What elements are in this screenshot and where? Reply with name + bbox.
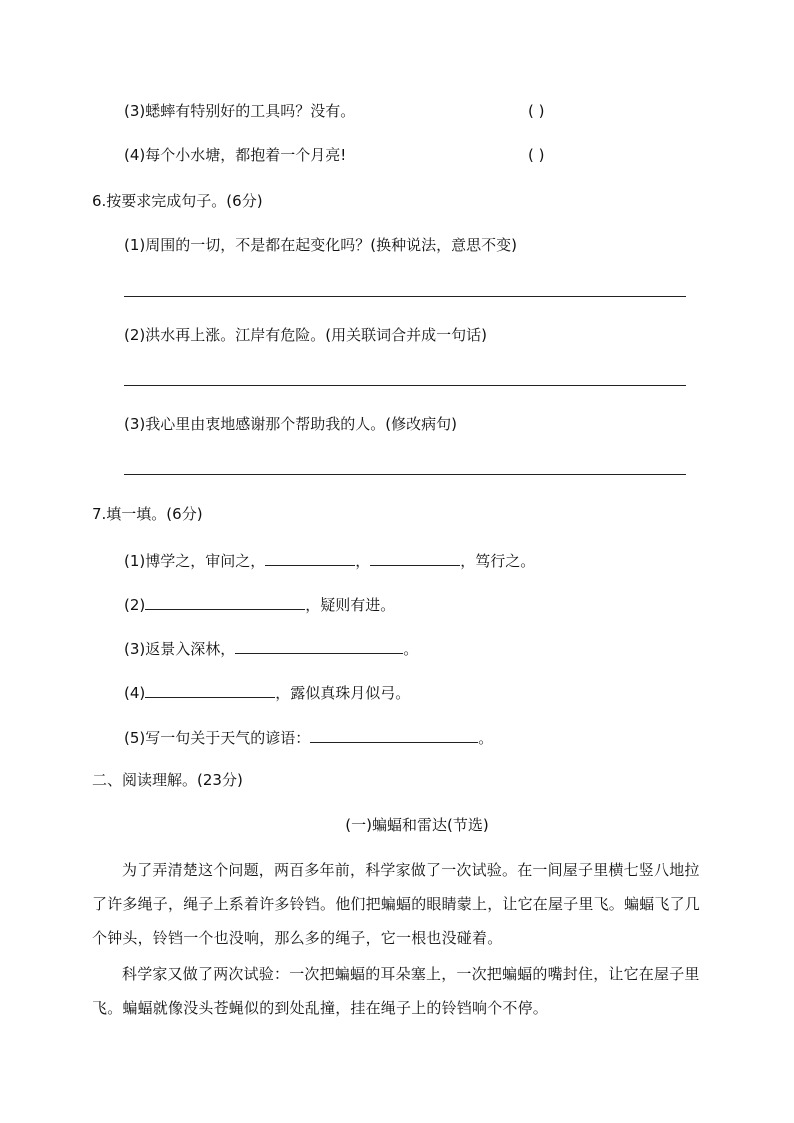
fill-blank-2[interactable]	[145, 593, 305, 610]
fill-blank-4[interactable]	[145, 681, 275, 698]
passage-paragraph-1: 为了弄清楚这个问题，两百多年前，科学家做了一次试验。在一间屋子里横七竖八地拉了许多绳子，绳子上系着许多铃铛。他们把蝙蝠的眼睛蒙上，让它在屋子里飞。蝙蝠飞了几个钟头，铃铛一个也没响，那么多的绳子，它一根也没碰着。	[92, 861, 701, 947]
passage-paragraph-2: 科学家又做了两次试验：一次把蝙蝠的耳朵塞上，一次把蝙蝠的嘴封住，让它在屋子里飞。蝙蝠就像没头苍蝇似的到处乱撞，挂在绳子上的铃铛响个不停。	[92, 965, 700, 1017]
answer-paren-3[interactable]: ( )	[528, 102, 545, 120]
answer-line-3[interactable]	[124, 474, 686, 475]
question-7-title: 7.填一填。(6分)	[92, 505, 203, 523]
q7-item-3-text-b: 。	[403, 640, 419, 658]
q7-item-2-text-a: (2)	[124, 596, 146, 614]
question-6-title: 6.按要求完成句子。(6分)	[92, 192, 263, 210]
q6-item-1: (1)周围的一切，不是都在起变化吗？(换种说法，意思不变)	[124, 236, 517, 254]
answer-line-1[interactable]	[124, 296, 686, 297]
q7-item-5	[124, 726, 493, 748]
fill-blank-5[interactable]	[310, 726, 478, 743]
q7-item-3	[124, 637, 418, 659]
fill-blank-3[interactable]	[235, 637, 403, 654]
q7-item-1	[124, 549, 535, 571]
judge-item-3: (3)蟋蟀有特别好的工具吗？没有。	[124, 102, 356, 120]
q7-item-1-text-b: ，	[355, 552, 371, 570]
passage-title: (一)蝙蝠和雷达(节选)	[345, 816, 489, 834]
section-2-title: 二、阅读理解。(23分)	[92, 771, 243, 789]
q7-item-1-text-c: ，笃行之。	[460, 552, 536, 570]
q7-item-2-text-b: ，疑则有进。	[305, 596, 396, 614]
q7-item-4-text-a: (4)	[124, 684, 146, 702]
fill-blank-1b[interactable]	[370, 549, 460, 566]
q6-item-2: (2)洪水再上涨。江岸有危险。(用关联词合并成一句话)	[124, 326, 487, 344]
answer-line-2[interactable]	[124, 385, 686, 386]
q7-item-2	[124, 593, 395, 615]
q7-item-5-text-a: (5)写一句关于天气的谚语：	[124, 729, 311, 747]
q7-item-1-text-a: (1)博学之，审问之，	[124, 552, 266, 570]
fill-blank-1a[interactable]	[265, 549, 355, 566]
answer-paren-4[interactable]: ( )	[528, 146, 545, 164]
q6-item-3: (3)我心里由衷地感谢那个帮助我的人。(修改病句)	[124, 415, 457, 433]
q7-item-4	[124, 681, 410, 703]
judge-item-4: (4)每个小水塘，都抱着一个月亮!	[124, 146, 347, 164]
q7-item-4-text-b: ，露似真珠月似弓。	[275, 684, 411, 702]
q7-item-3-text-a: (3)返景入深林，	[124, 640, 236, 658]
q7-item-5-text-b: 。	[478, 729, 494, 747]
